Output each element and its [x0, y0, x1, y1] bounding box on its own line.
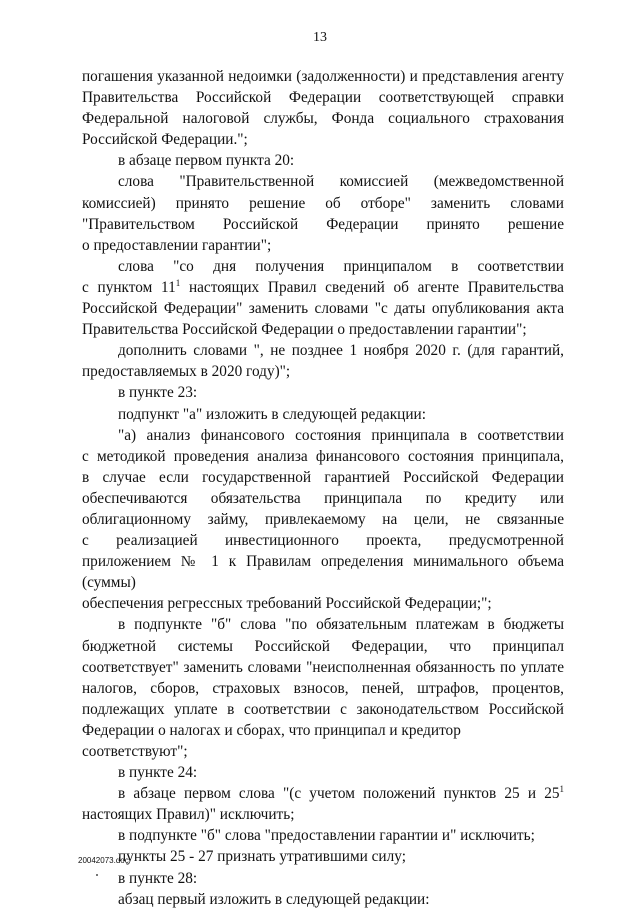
text-fragment: в абзаце первом слова "(с учетом положений пунктов 25 и 25 [118, 785, 560, 803]
text-line: соответствует" заменить словами "неисполненная обязанность по уплате [82, 658, 564, 676]
text-line: погашения указанной недоимки (задолженности) и представления агенту [82, 68, 564, 85]
text-line: приложением № 1 к Правилам определения минимального объема (суммы) [82, 553, 564, 592]
text-line: предоставляемых в 2020 году)"; [82, 363, 291, 381]
text-line: Российской Федерации" заменить словами "с даты опубликования акта [82, 300, 564, 318]
text-line: в случае если государственной гарантией Российской Федерации [82, 468, 564, 486]
text-line: Федерации о налогах и сборах, что принципал и кредитор соответствуют"; [82, 721, 461, 760]
text-line: в подпункте "б" слова "по обязательным платежам в бюджеты [118, 616, 564, 634]
text-line: подлежащих уплате в соответствии с законодательством Российской [82, 700, 564, 718]
superscript: 1 [175, 277, 181, 288]
text-line: Правительства Российской Федерации о предоставлении гарантии"; [82, 321, 527, 339]
text-line [82, 783, 564, 804]
text-line: налогов, сборов, страховых взносов, пеней, штрафов, процентов, [82, 679, 564, 697]
text-fragment: с пунктом 11 [82, 278, 176, 296]
text-line: подпункт "а" изложить в следующей редакции: [118, 405, 426, 423]
text-line: в пункте 28: [118, 869, 198, 887]
text-line: слова "со дня получения принципалом в соответствии [118, 257, 564, 275]
text-line: с реализацией инвестиционного проекта, предусмотренной [82, 532, 564, 550]
superscript: 1 [559, 784, 564, 795]
text-line: Российской Федерации."; [82, 131, 248, 149]
text-line: обеспечения регрессных требований Российской Федерации;"; [82, 595, 492, 613]
text-line: в абзаце первом пункта 20: [118, 152, 295, 170]
text-line: "а) анализ финансового состояния принципала в соответствии [118, 426, 564, 444]
text-line: пункты 25 - 27 признать утратившими силу; [118, 848, 406, 866]
page-number: 13 [313, 30, 327, 45]
text-line: Федеральной налоговой службы, Фонда социального страхования [82, 110, 564, 128]
scan-dot [96, 874, 98, 876]
text-line: с методикой проведения анализа финансового состояния принципала, [82, 447, 564, 465]
text-line: "Правительством Российской Федерации принято решение [82, 215, 564, 233]
text-line: бюджетной системы Российской Федерации, что принципал [82, 637, 564, 655]
text-line [82, 277, 564, 298]
text-line: в подпункте "б" слова "предоставлении гарантии и" исключить; [118, 827, 535, 845]
text-line: о предоставлении гарантии"; [82, 236, 272, 254]
text-line: дополнить словами ", не позднее 1 ноября 2020 г. (для гарантий, [118, 342, 564, 360]
text-line: в пункте 24: [118, 764, 198, 782]
text-line: облигационному займу, привлекаемому на цели, не связанные [82, 510, 564, 528]
text-line: обеспечиваются обязательства принципала по кредиту или [82, 489, 564, 507]
text-line: настоящих Правил)" исключить; [82, 806, 295, 824]
text-line: Правительства Российской Федерации соответствующей справки [82, 89, 564, 107]
file-name-footer: 20042073.doc [78, 856, 129, 865]
text-line: в пункте 23: [118, 384, 198, 402]
document-body [82, 66, 564, 910]
text-fragment: настоящих Правил сведений об агенте Правительства [180, 278, 564, 296]
text-line: абзац первый изложить в следующей редакции: [118, 890, 430, 908]
text-line: слова "Правительственной комиссией (межведомственной [118, 173, 564, 191]
text-line: комиссией) принято решение об отборе" заменить словами [82, 194, 564, 212]
